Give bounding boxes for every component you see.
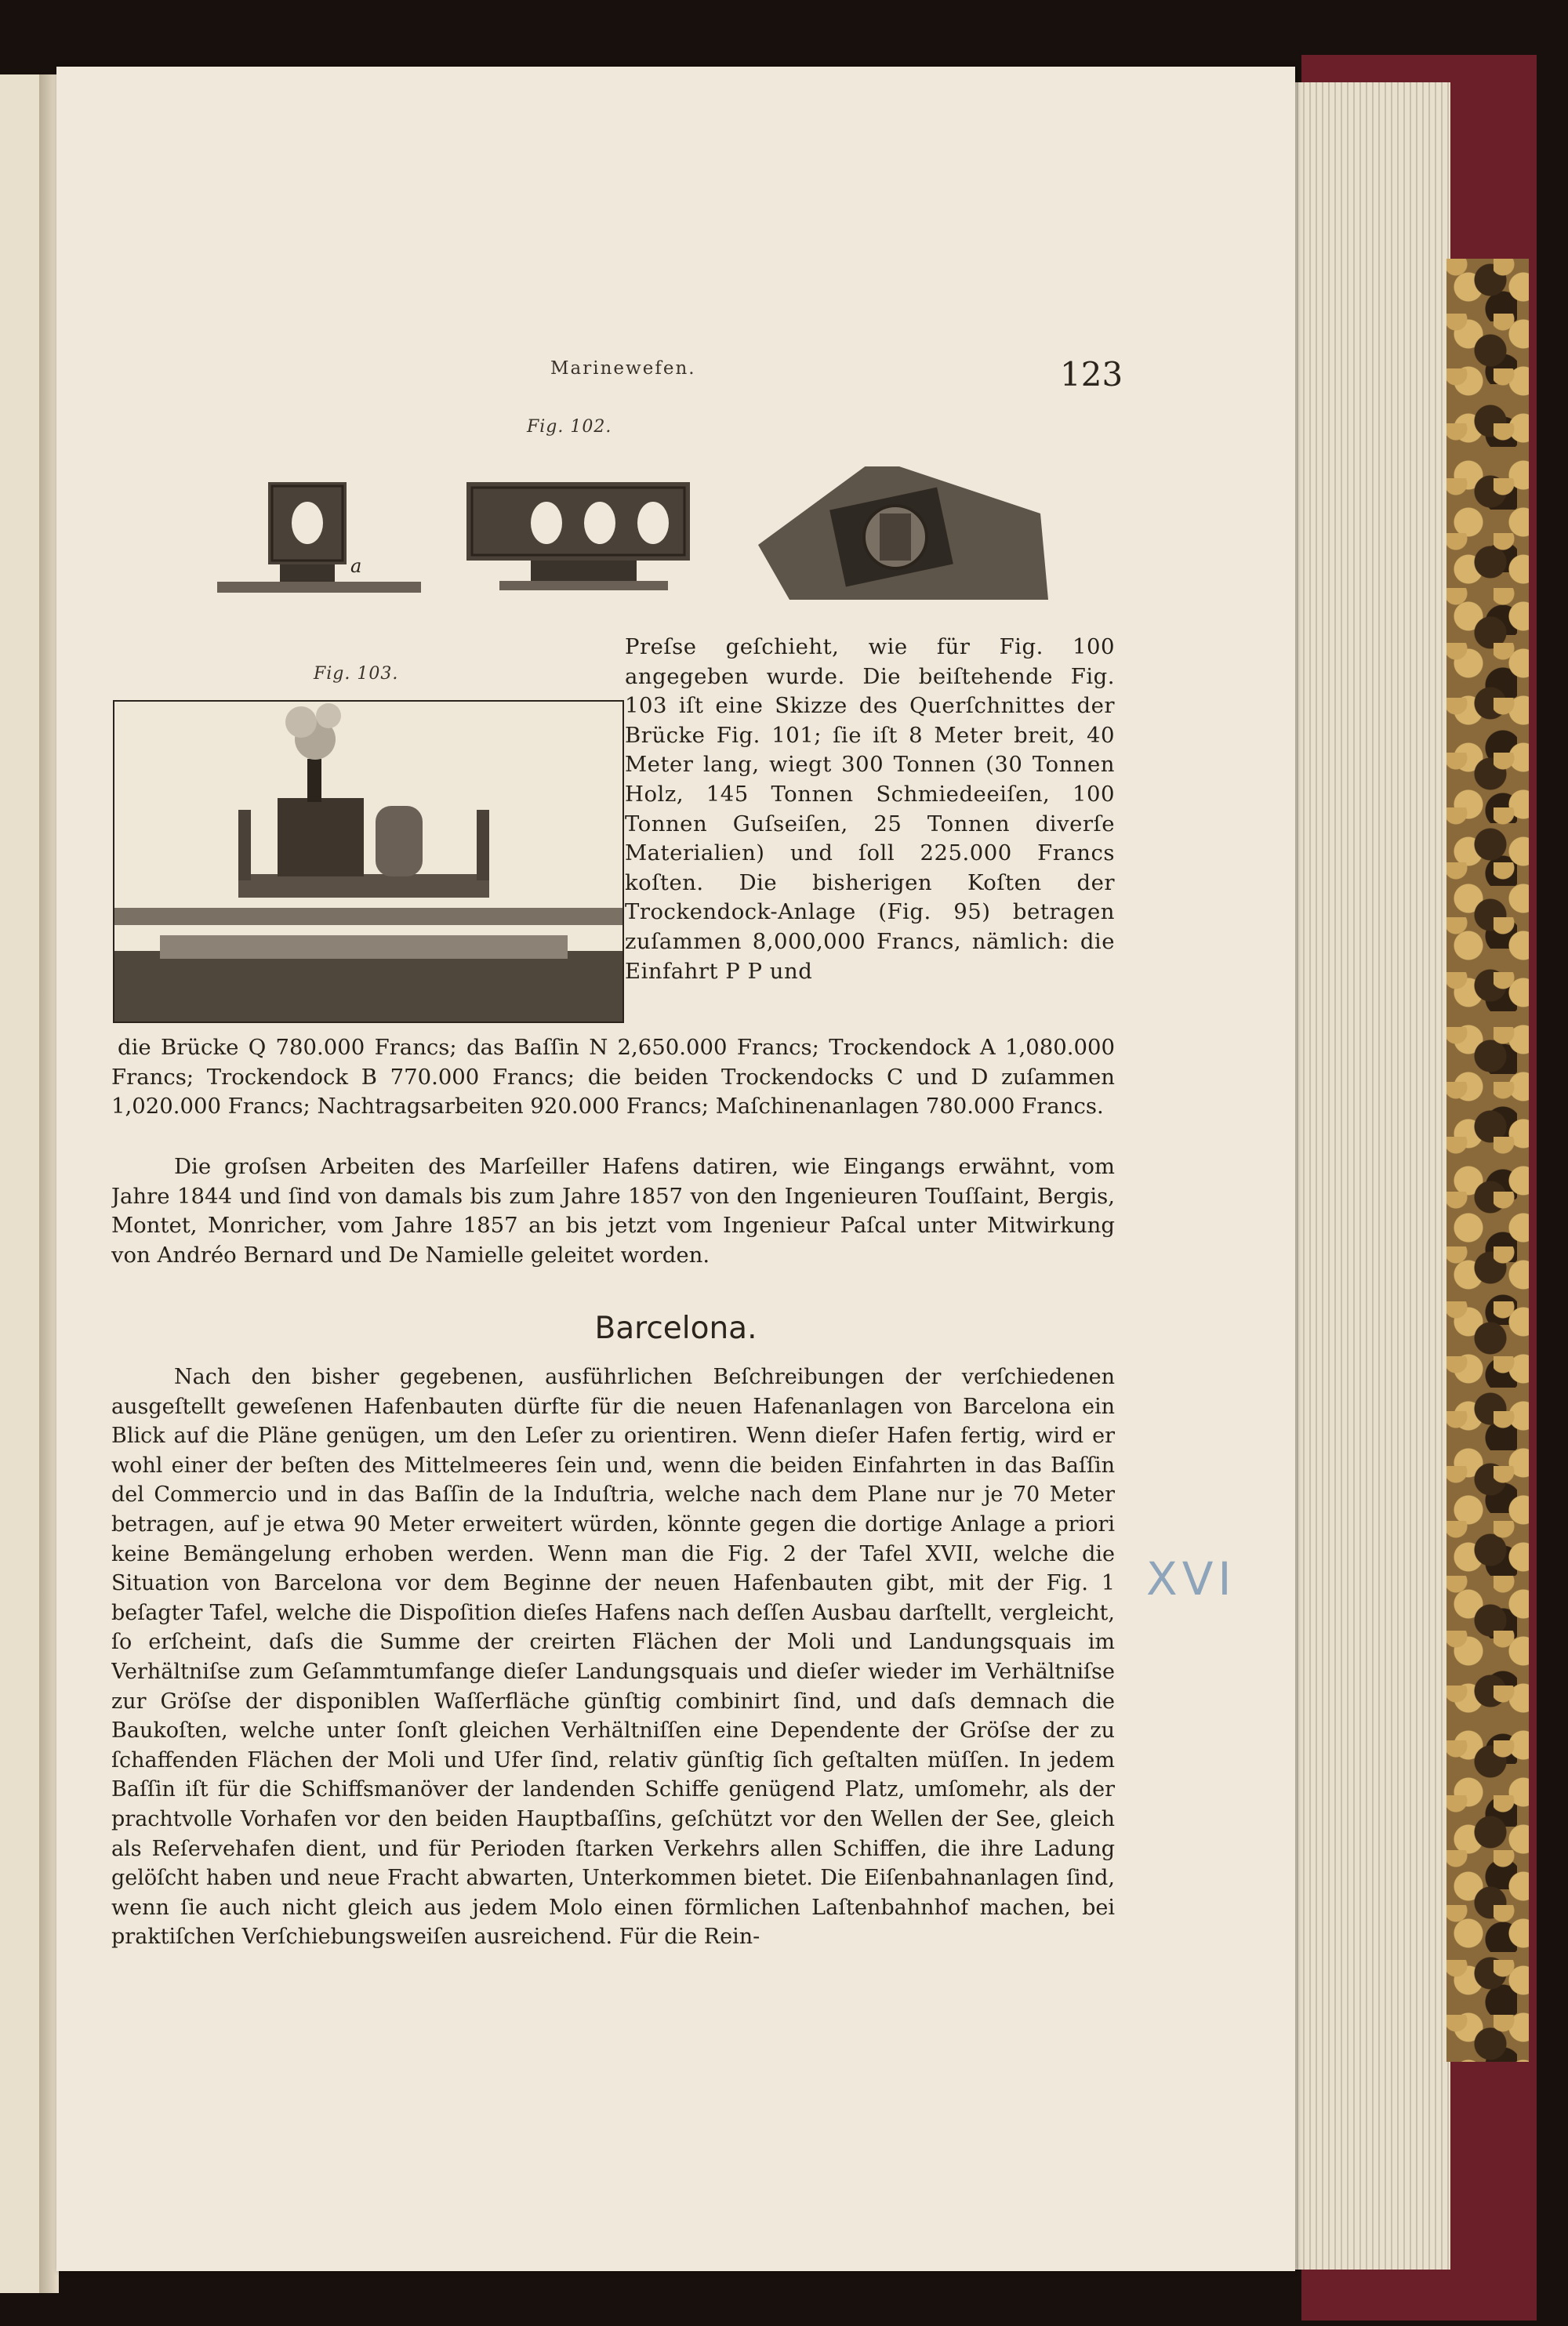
running-title: Marinewefen. (550, 358, 696, 379)
fig-103-caption: Fig. 103. (314, 664, 399, 684)
wrap-paragraph: Preſse geſchieht, wie für Fig. 100 angegeben wurde. Die beiſtehende Fig. 103 iſt eine Skizze des Querſchnittes der Brücke Fig. 101; ſie iſt 8 Meter breit, 40 Meter lang, wiegt 300 Tonnen (30 Tonnen Holz, 145 Tonnen Schmiedeeiſen, 100 Tonnen Guſseiſen, 25 Tonnen diverſe Materialien) und ſoll 225.000 Francs koſten. Die bisherigen Koſten der Trockendock-Anlage (Fig. 95) betragen zuſammen 8,000,000 Francs, nämlich: die Einfahrt P P und (625, 634, 1115, 984)
marbled-endpaper (1446, 259, 1529, 2062)
figure-103-engraving (113, 700, 624, 1023)
handwritten-annotation: XVI (1146, 1552, 1236, 1606)
figure-102-engraving (162, 466, 1056, 608)
barcelona-paragraph: Nach den bisher gegebenen, ausführlichen Beſchreibungen der verſchiedenen ausgeſtellt geweſenen Hafenbauten dürfte für die neuen Hafenanlagen von Barcelona ein Blick auf die Pläne genügen, um den Leſer zu orientiren. Wenn dieſer Hafen fertig, wird er wohl einer der beſten des Mittelmeeres ſein und, wenn die beiden Einfahrten in das Baſſin del Commercio und in das Baſſin de la Induſtria, welche nach dem Plane nur je 70 Meter betragen, auf je etwa 90 Meter erweitert würden, könnte gegen die dortige Anlage a priori keine Bemängelung erhoben werden. Wenn man die Fig. 2 der Tafel XVII, welche die Situation von Barcelona vor dem Beginne der neuen Hafenbauten gibt, mit der Fig. 1 beſagter Tafel, welche die Dispoſition dieſes Hafens nach deſſen Ausbau darſtellt, vergleicht, ſo erſcheint, daſs die Summe der creirten Flächen der Moli und Landungsquais im Verhältniſse zum Geſammtumfange dieſer Landungsquais und dieſer wieder im Verhältniſse zur Gröſse der disponiblen Waſſerfläche günſtig combinirt ſind, und daſs demnach die Baukoſten, welche unter ſonſt gleichen Verhältniſſen eine Dependente der Gröſse der zu ſchaffenden Flächen der Moli und Ufer ſind, relativ günſtig ſich geſtalten müſſen. In jedem Baſſin iſt für die Schiffsmanöver der landenden Schiffe genügend Platz, umſomehr, als der prachtvolle Vorhafen vor den beiden Hauptbaſſins, geſchützt vor den Wellen der See, gleich als Reſervehafen dient, und für Perioden ſtarken Verkehrs allen Schiffen, die ihre Ladung gelöſcht haben und neue Fracht abwarten, Unterkommen bietet. Die Eiſenbahnanlagen ſind, wenn ſie auch nicht gleich aus jedem Molo einen förmlichen Laſtenbahnhof machen, bei praktiſchen Verſchiebungsweiſen ausreichend. Für die Rein- (111, 1365, 1115, 1950)
cost-paragraph: die Brücke Q 780.000 Francs; das Baſſin N 2,650.000 Francs; Trockendock A 1,080.000 Francs; Trockendock B 770.000 Francs; die beiden Trockendocks C und D zuſammen 1,020.000 Francs; Nachtragsarbeiten 920.000 Francs; Maſchinenanlagen 780.000 Francs. (111, 1035, 1115, 1119)
page-edges (1286, 82, 1450, 2270)
fig-102-caption: Fig. 102. (527, 417, 612, 437)
page-number: 123 (1060, 355, 1123, 394)
fig-102-label-a: a (350, 555, 362, 577)
section-heading: Barcelona. (594, 1311, 757, 1346)
history-paragraph: Die groſsen Arbeiten des Marſeiller Hafens datiren, wie Eingangs erwähnt, vom Jahre 1844 und ſind von damals bis zum Jahre 1857 von den Ingenieuren Touſſaint, Bergis, Montet, Monricher, vom Jahre 1857 an bis jetzt vom Ingenieur Paſcal unter Mitwirkung von Andréo Bernard und De Namielle geleitet worden. (111, 1154, 1115, 1268)
book-page (56, 67, 1295, 2271)
